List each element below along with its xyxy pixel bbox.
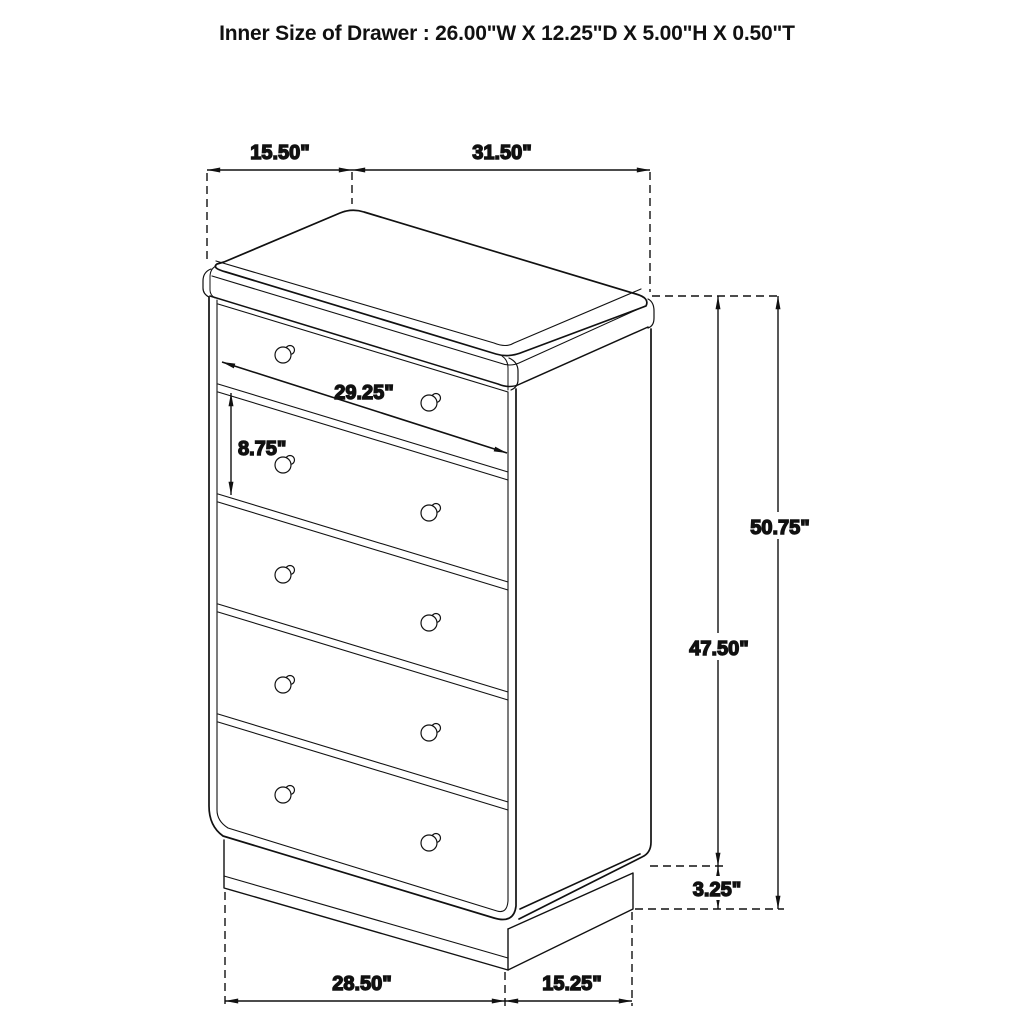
dim-label-drawer-width: 29.25" [334,382,394,404]
drawer-knobs [275,346,441,852]
drawer-divider-lines [218,304,508,810]
dim-label-bottom-width: 28.50" [332,973,392,995]
drawer-knob [275,566,295,584]
drawer-knob [421,614,441,632]
chest-line-drawing [203,210,654,970]
top-face-outline [215,210,647,355]
page-title: Inner Size of Drawer : 26.00"W X 12.25"D X 5.00"H X 0.50"T [219,22,795,45]
dim-label-drawer-height: 8.75" [238,438,287,460]
plinth-base [224,840,633,970]
drawer-knob [421,724,441,742]
plinth-side-face [508,873,633,970]
plinth-front-detail-line [224,876,508,958]
dim-label-top-depth: 15.50" [250,142,310,164]
drawer-knob [275,676,295,694]
top-right-corner-arc [648,299,654,328]
top-front-corner-arc [509,358,518,390]
dim-right-heights [635,296,784,909]
dimension-annotations [207,142,812,1006]
drawer-knob [421,504,441,522]
drawer-knob [275,346,295,364]
drawer-knob [421,834,441,852]
top-back-edge-line [229,211,345,260]
plinth-front-face [224,840,508,970]
top-left-corner-arc-inner [210,266,216,298]
dim-label-case-height: 47.50" [689,638,749,660]
dim-label-base-height: 3.25" [692,879,742,901]
dim-label-top-width: 31.50" [472,142,532,164]
side-panel-bottom-edge [520,854,640,909]
side-panel-outline [519,329,651,919]
dim-label-bottom-depth: 15.25" [542,973,602,995]
drawer-knob [421,394,441,412]
drawer-knob [275,786,295,804]
dim-label-overall-height: 50.75" [750,517,810,539]
